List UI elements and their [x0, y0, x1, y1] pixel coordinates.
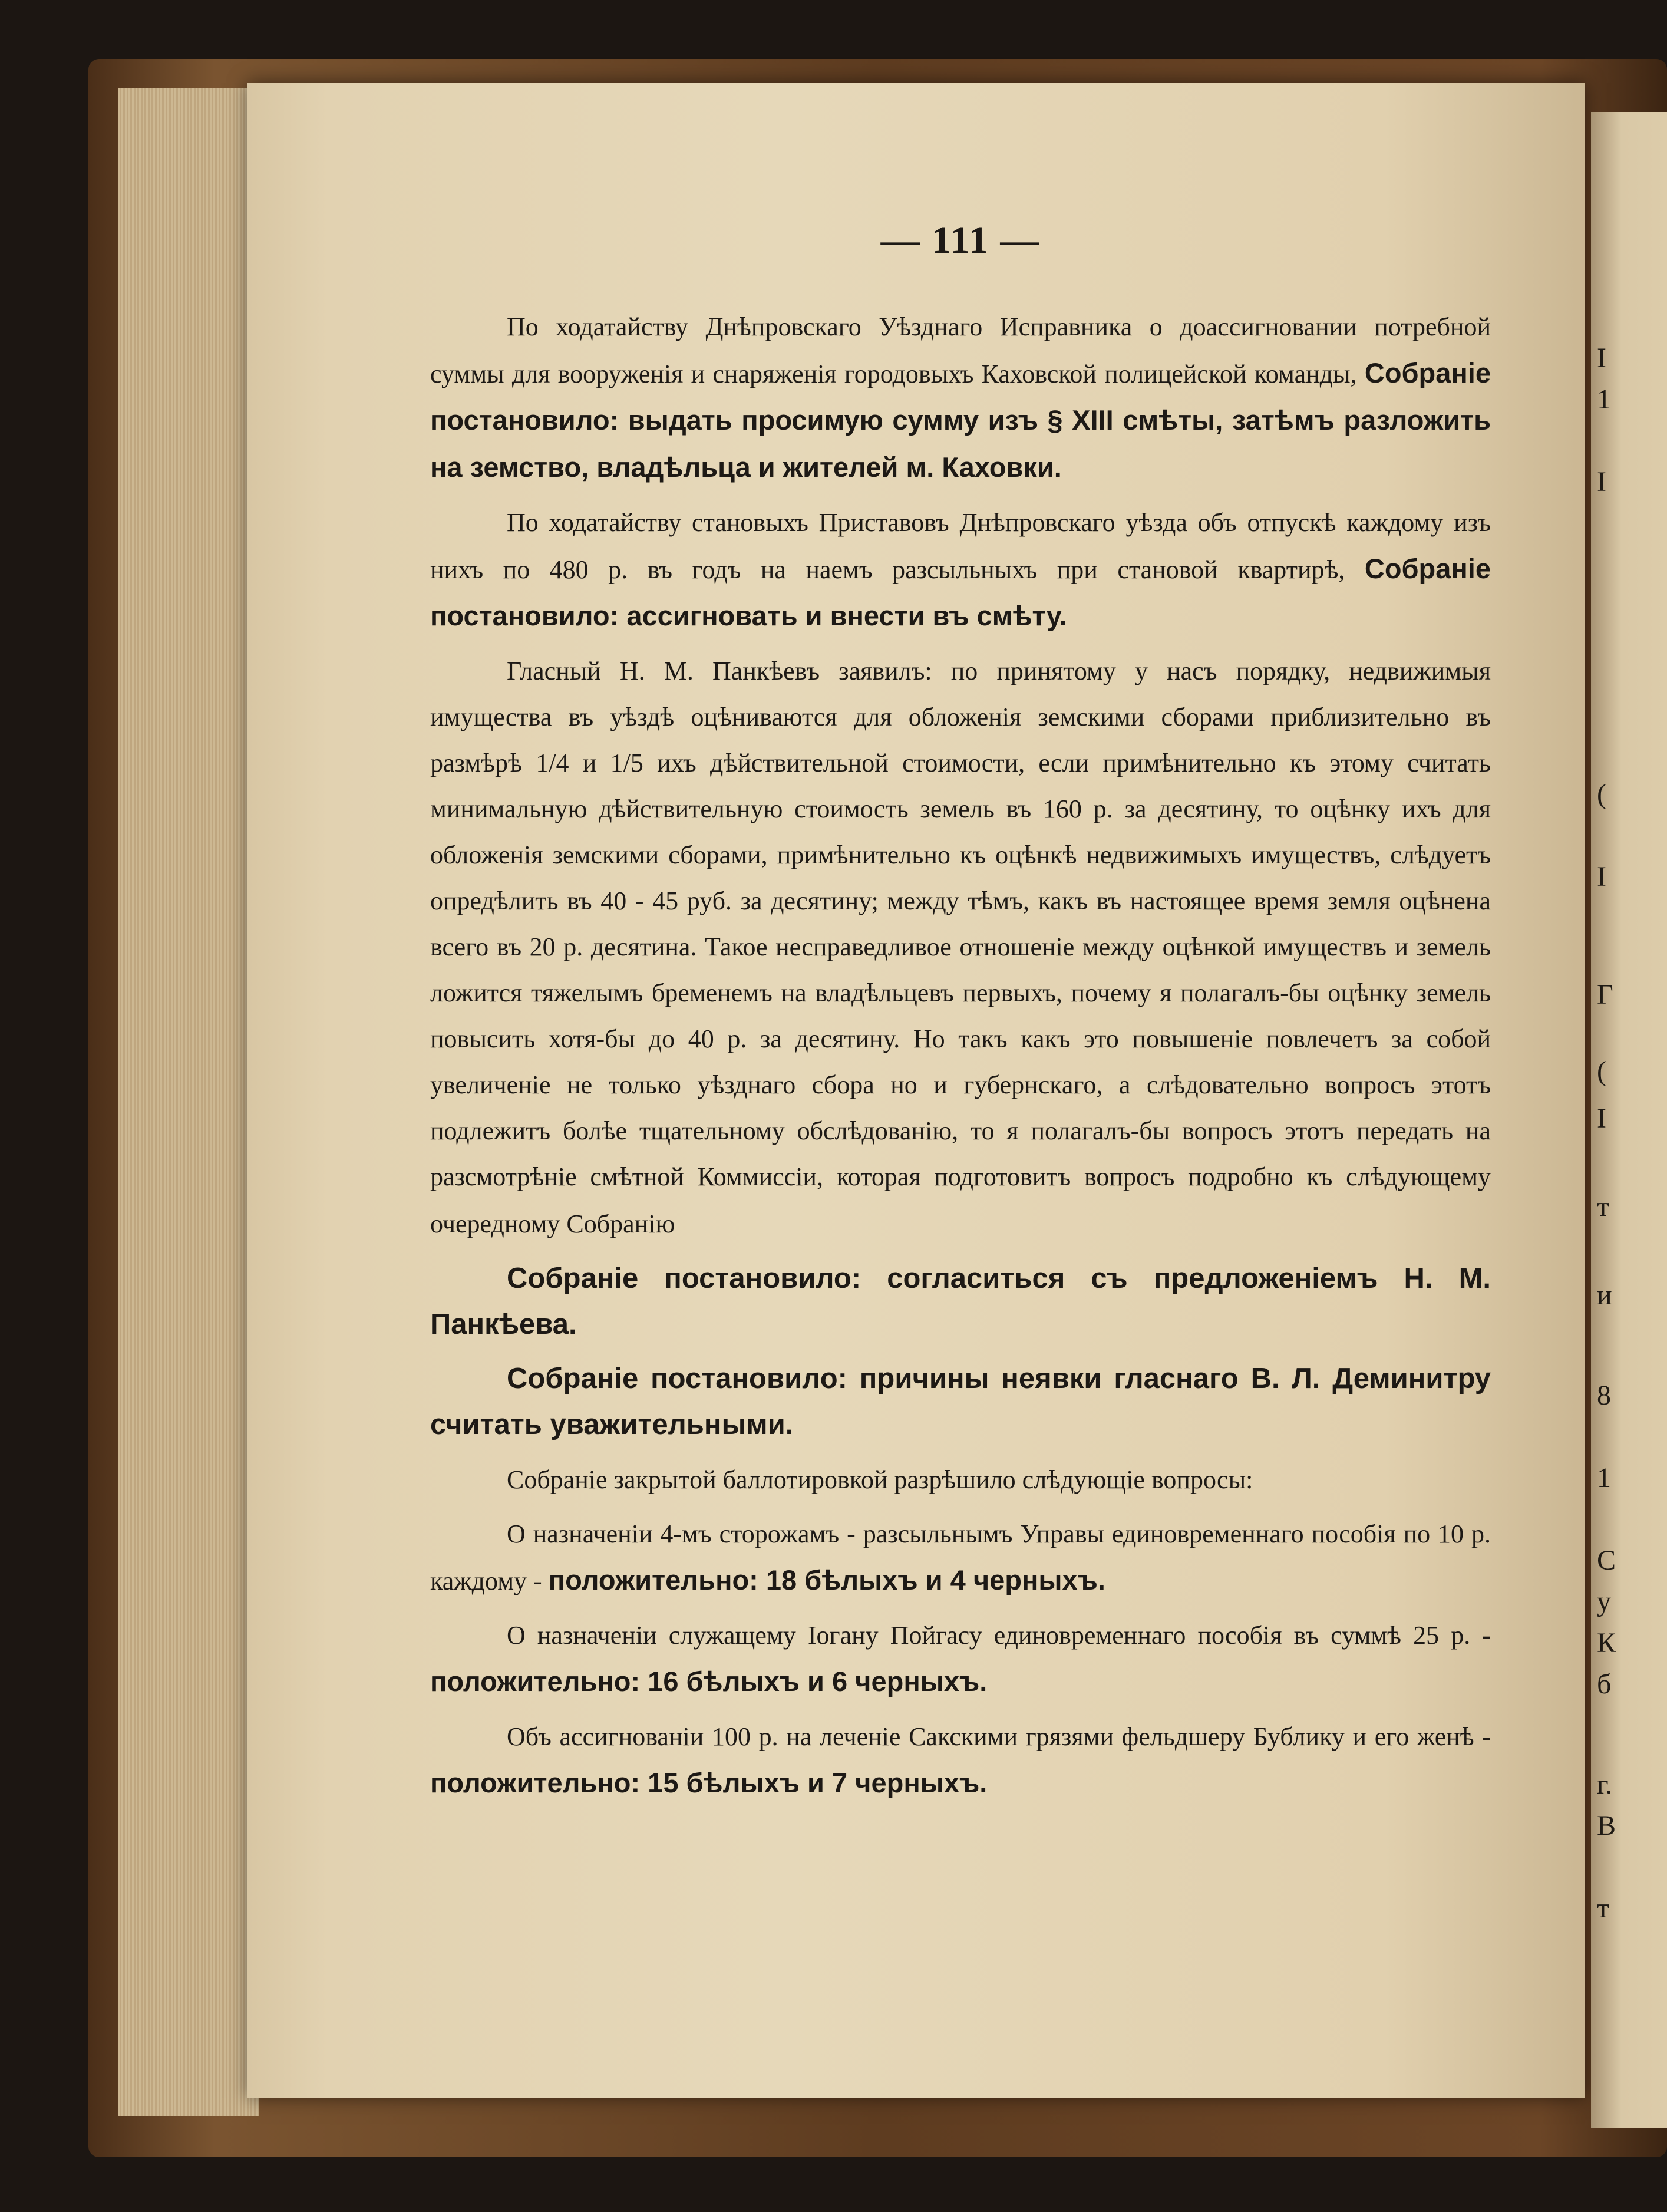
- paragraph-text: Объ ассигнованіи 100 р. на леченіе Сакскими грязями фельдшеру Бублику и его женѣ -: [507, 1722, 1491, 1751]
- resolution-text: Собраніе постановило: выдать просимую сумму изъ § XIII смѣты, затѣмъ разложить на земство, владѣльца и жителей м. Каховки.: [430, 357, 1491, 483]
- fragment-char: у: [1597, 1586, 1611, 1617]
- fragment-char: С: [1597, 1545, 1616, 1576]
- fragment-char: I: [1597, 466, 1606, 497]
- paragraph-text: О назначеніи 4-мъ сторожамъ - разсыльнымъ Управы единовременнаго пособія по 10 р. каждому -: [430, 1519, 1491, 1595]
- paragraph-text: Гласный Н. М. Панкѣевъ заявилъ: по принятому у насъ порядку, недвижимыя имущества въ уѣздѣ оцѣниваются для обложенія земскими сборами приблизительно въ размѣрѣ 1/4 и 1/5 ихъ дѣйствительной стоимости, если примѣнительно къ этому считать минимальную дѣйствительную стоимость земель въ 160 р. за десятину, то оцѣнку ихъ для обложенія земскими сборами, примѣнительно къ оцѣнкѣ недвижимыхъ имуществъ, слѣдуетъ опредѣлить въ 40 - 45 руб. за десятину; между тѣмъ, какъ въ настоящее время земля оцѣнена всего въ 20 р. десятина. Такое несправедливое отношеніе между оцѣнкой имуществъ и земель ложится тяжелымъ бременемъ на владѣльцевъ первыхъ, почему я полагалъ-бы оцѣнку земель повысить хотя-бы до 40 р. за десятину. Но такъ какъ это повышеніе повлечетъ за собой увеличеніе не только уѣзднаго сбора но и губернскаго, а слѣдовательно вопросъ этотъ подлежитъ болѣе тщательному обслѣдованію, то я полагалъ-бы вопросъ этотъ передать на разсмотрѣніе смѣтной Коммиссіи, которая подготовитъ вопросъ подробно къ слѣдующему очередному Собранію: [430, 657, 1491, 1238]
- paragraph-ballot-poigas: [430, 1613, 1491, 1706]
- paragraph-courier-rent: [430, 500, 1491, 640]
- paragraph-ballot-guards: [430, 1511, 1491, 1604]
- resolution-text: Собраніе постановило: согласиться съ предложеніемъ Н. М. Панкѣева.: [430, 1262, 1491, 1340]
- fragment-char: I: [1597, 861, 1606, 892]
- page-edges: [118, 88, 259, 2116]
- fragment-char: К: [1597, 1627, 1616, 1659]
- fragment-char: (: [1597, 779, 1606, 810]
- fragment-char: (: [1597, 1056, 1606, 1087]
- paragraph-text: По ходатайству становыхъ Приставовъ Днѣпровскаго уѣзда объ отпускѣ каждому изъ нихъ по 480 р. въ годъ на наемъ разсыльныхъ при становой квартирѣ,: [430, 508, 1491, 584]
- fragment-char: и: [1597, 1280, 1612, 1311]
- fragment-char: I: [1597, 1103, 1606, 1134]
- fragment-char: I: [1597, 342, 1606, 374]
- paragraph-police-funding: [430, 304, 1491, 492]
- paragraph-text: О назначеніи служащему Іогану Пойгасу единовременнаго пособія въ суммѣ 25 р. -: [507, 1621, 1491, 1650]
- fragment-char: б: [1597, 1669, 1612, 1700]
- paragraph-resolution-pankeev: [430, 1255, 1491, 1347]
- paragraph-ballot-bublik: [430, 1714, 1491, 1807]
- resolution-text: положительно: 16 бѣлыхъ и 6 черныхъ.: [430, 1666, 988, 1697]
- paragraph-resolution-absence: [430, 1356, 1491, 1448]
- resolution-text: положительно: 18 бѣлыхъ и 4 черныхъ.: [548, 1564, 1105, 1595]
- fragment-char: 1: [1597, 1462, 1611, 1494]
- next-page-edge: [1591, 112, 1667, 2128]
- next-page-fragments: [1597, 112, 1667, 2128]
- fragment-char: 8: [1597, 1380, 1611, 1411]
- resolution-text: положительно: 15 бѣлыхъ и 7 черныхъ.: [430, 1767, 988, 1798]
- fragment-char: Г: [1597, 979, 1613, 1010]
- fragment-char: г.: [1597, 1769, 1613, 1800]
- paragraph-text: Собраніе закрытой баллотировкой разрѣшило слѣдующіе вопросы:: [507, 1465, 1253, 1494]
- fragment-char: 1: [1597, 384, 1611, 415]
- paragraph-ballot-intro: [430, 1456, 1491, 1503]
- resolution-text: Собраніе постановило: ассигновать и внести въ смѣту.: [430, 553, 1491, 631]
- resolution-text: Собраніе постановило: причины неявки гласнаго В. Л. Деминитру считать уважительными.: [430, 1363, 1491, 1440]
- fragment-char: т: [1597, 1191, 1609, 1222]
- fragment-char: т: [1597, 1893, 1609, 1924]
- page-number: — 111 —: [880, 219, 1041, 262]
- page-content: [430, 218, 1491, 1815]
- paragraph-pankeev-statement: [430, 648, 1491, 1247]
- paragraph-text: По ходатайству Днѣпровскаго Уѣзднаго Исправника о доасcигновании потребной суммы для вооруженія и снаряженія городовыхъ Каховской полицейской команды,: [430, 312, 1491, 388]
- fragment-char: В: [1597, 1810, 1616, 1841]
